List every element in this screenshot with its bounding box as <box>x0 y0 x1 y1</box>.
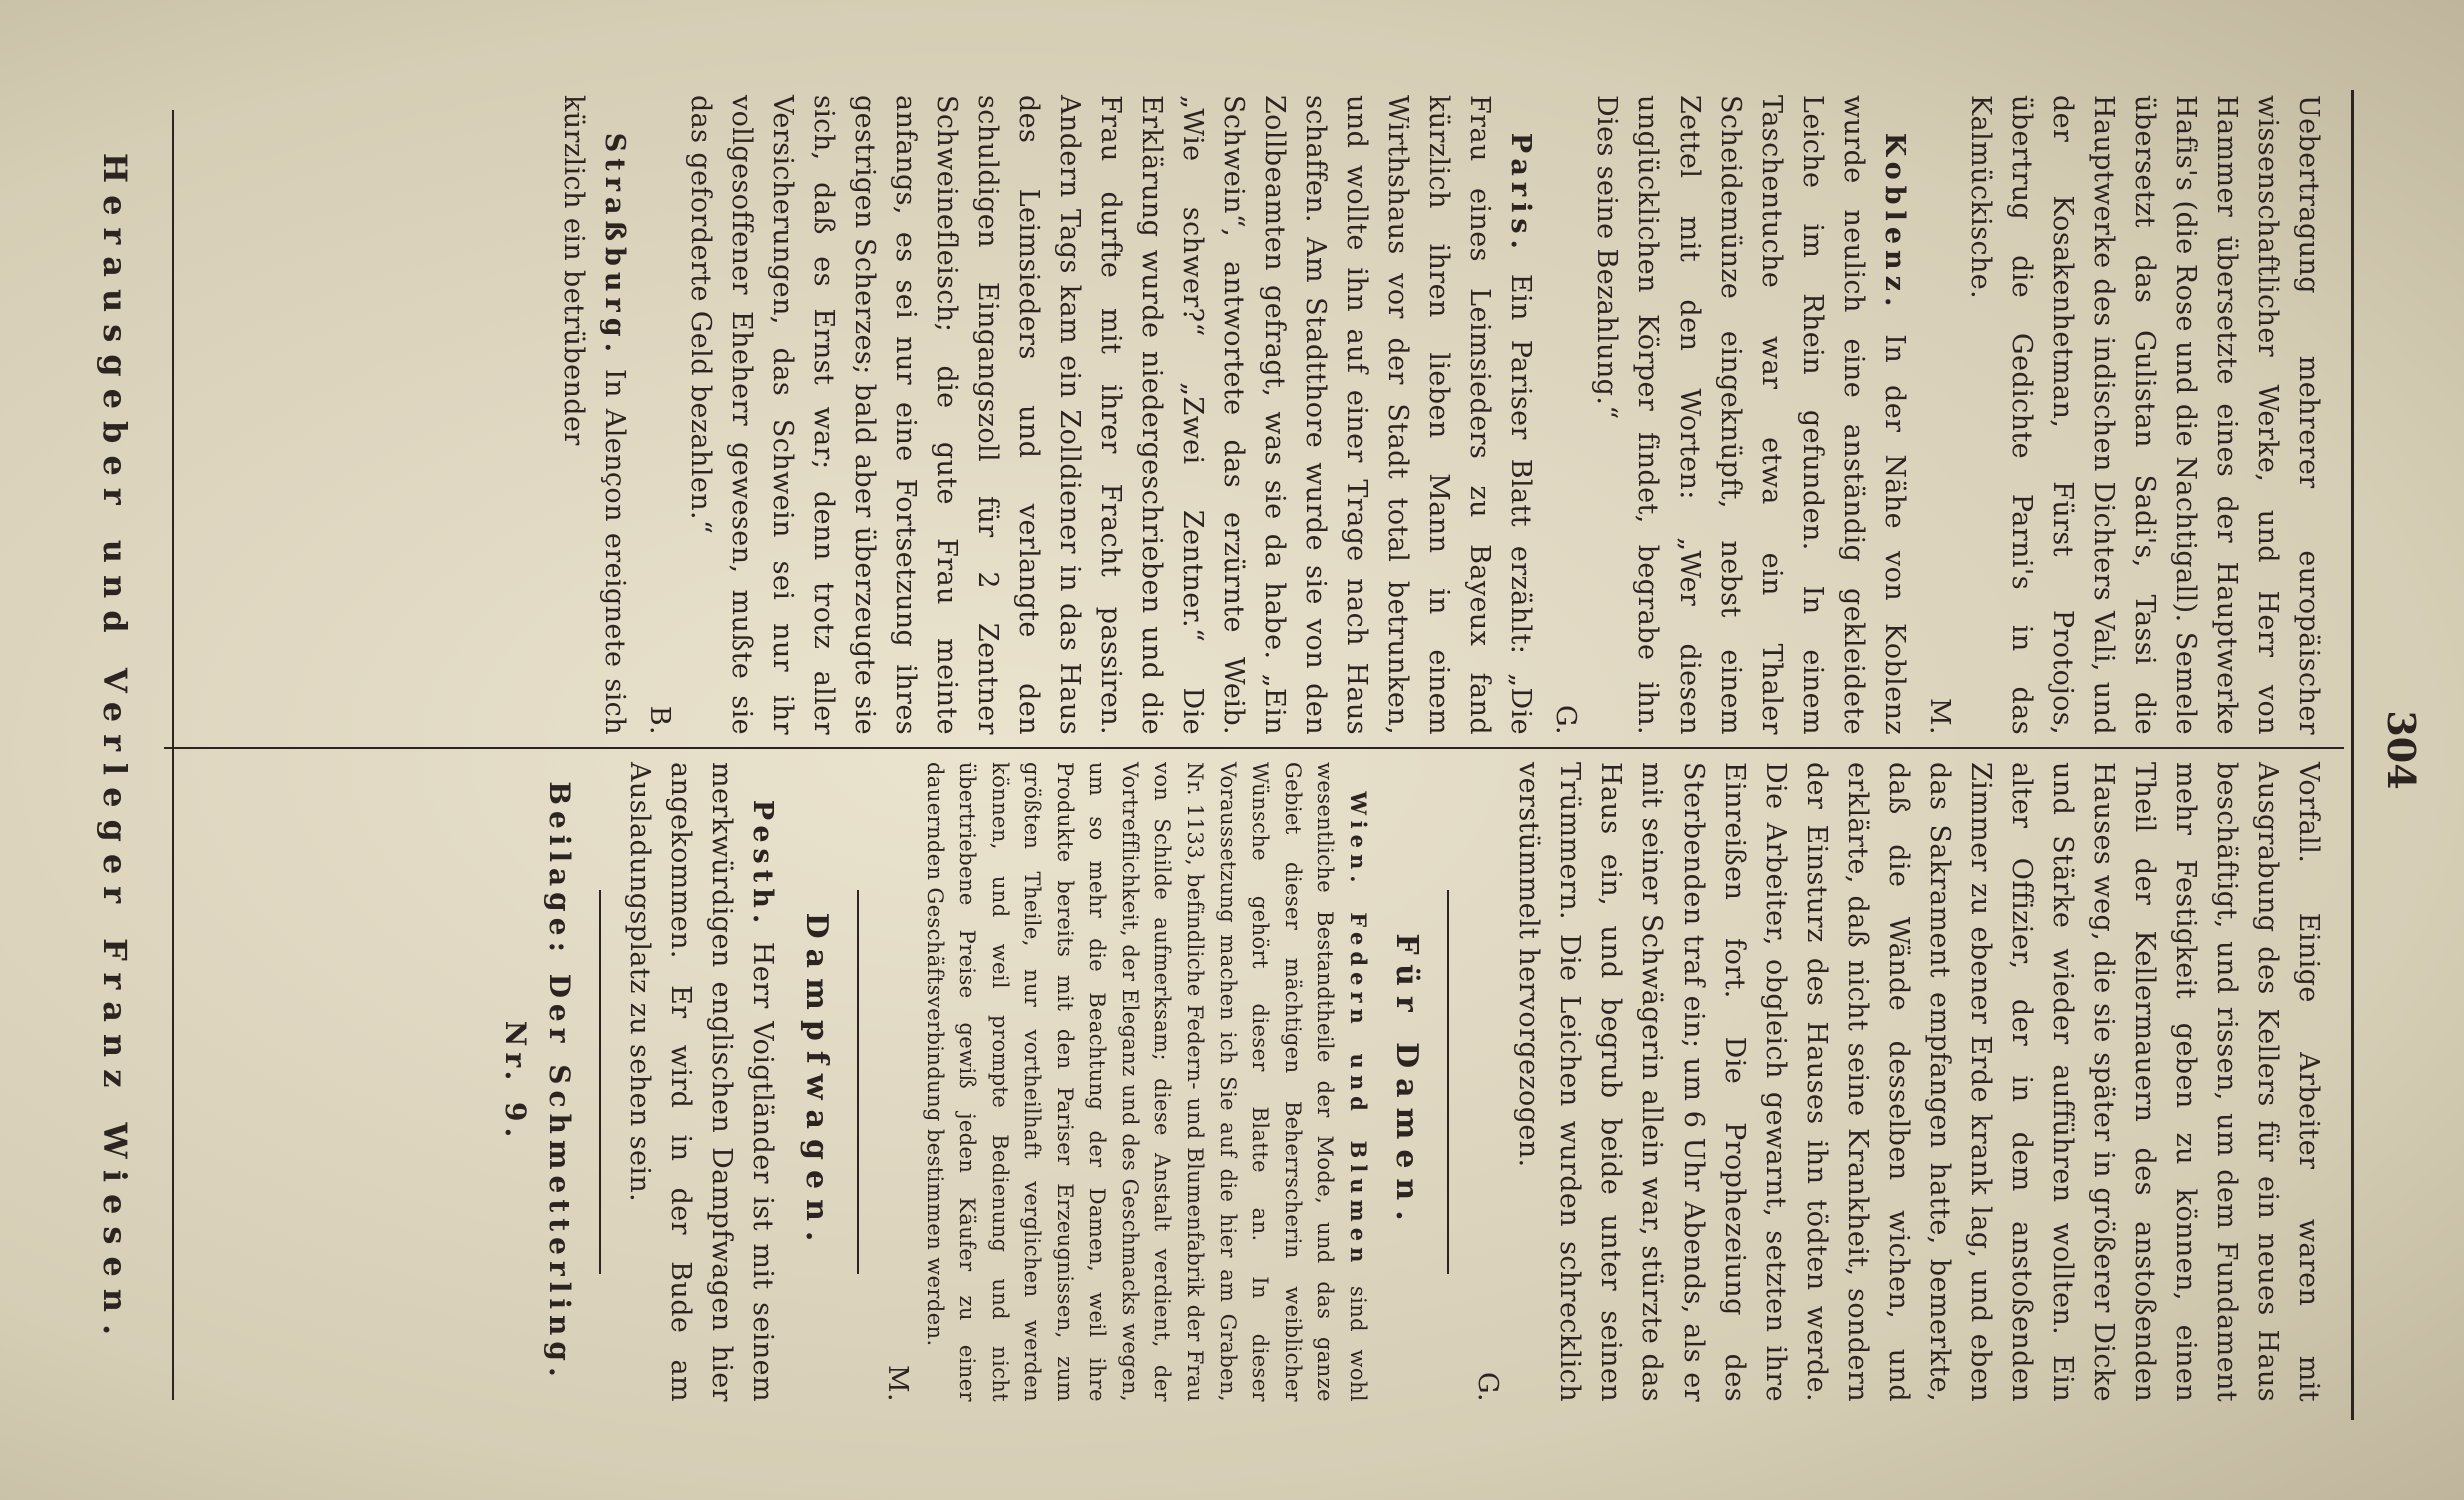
separator <box>1447 890 1449 1274</box>
article-wien <box>918 762 1374 1402</box>
section-heading: Für Damen. <box>1389 933 1425 1231</box>
bottom-rule <box>172 110 174 1400</box>
article-text: In Alençon ereignete sich kürzlich ein betrübender <box>557 95 630 735</box>
separator <box>599 890 601 1274</box>
article-text: Ein Pariser Blatt erzählt: „Die Frau eines Leimsieders zu Bayeux fand kürzlich ihren lieben Mann in einem Wirthshaus vor der Stadt total betrunken, und wollte ihn auf einer Trage nach Haus schaffen. Am Stadtthore wurde sie von den Zollbeamten gefragt, was sie da habe. „Ein Schwein“, antwortete das erzürnte Weib. „Wie schwer?“ „Zwei Zentner.“ Die Erklärung wurde niedergeschrieben und die Frau durfte mit ihrer Fracht passiren. Andern Tags kam ein Zolldiener in das Haus des Leimsieders und verlangte den schuldigen Eingangszoll für 2 Zentner Schweinefleisch; die gute Frau meinte anfangs, es sei nur eine Fortsetzung ihres gestrigen Scherzes; bald aber überzeugte sie sich, daß es Ernst war; denn trotz aller Versicherungen, das Schwein sei nur ihr vollgesoffener Eheherr gewesen, mußte sie das geforderte Geld bezahlen.“ <box>684 95 1537 736</box>
place-name: Pesth. <box>747 799 779 930</box>
supplement-note: Beilage: Der Schmetterling. Nr. 9. <box>498 781 577 1383</box>
right-column <box>492 762 2329 1402</box>
column-divider <box>164 747 2344 749</box>
article-pesth <box>619 762 783 1402</box>
signature: M. <box>882 1364 914 1402</box>
article-paris <box>680 95 1542 735</box>
separator <box>857 890 859 1274</box>
place-name: Straßburg. <box>598 132 630 359</box>
left-column <box>553 95 2329 735</box>
article-text: Vorfall. Einige Arbeiter waren mit Ausgrabung des Kellers für ein neues Haus beschäftigt, und rissen, um dem Fundament mehr Festigkeit geben zu können, einen Theil der Kellermauern des anstoßenden Hauses weg, die sie später in größerer Dicke und Stärke wieder aufführen wollten. Ein alter Offizier, der in dem anstoßenden Zimmer zu ebener Erde krank lag, und eben das Sakrament empfangen hatte, bemerkte, daß die Wände desselben wichen, und erklärte, daß nicht seine Krankheit, sondern der Einsturz des Hauses ihn tödten werde. Die Arbeiter, obgleich gewarnt, setzten ihre Einreißen fort. Die Prophezeiung des Sterbenden traf ein; um 6 Uhr Abends, als er mit seiner Schwägerin allein war, stürzte das Haus ein, und begrub beide unter seinen Trümmern. Die Leichen wurden schrecklich verstümmelt hervorgezogen. <box>1513 762 2324 1402</box>
article-strassburg <box>553 95 635 735</box>
article-text: sind wohl wesentliche Bestandtheile der Mode, und das ganze Gebiet dieser mächtigen Beherrscherin weiblicher Wünsche gehört dieser Blatte an. In dieser Voraussetzung machen ich Sie auf die hier am Graben, Nr. 1133, befindliche Federn- und Blumenfabrik der Frau von Schilde aufmerksam; diese Anstalt verdient, der Vortrefflichkeit, der Eleganz und des Geschmacks wegen, um so mehr die Beachtung der Damen, weil ihre Produkte bereits mit den Pariser Erzeugnissen, zum größten Theile, nur vortheilhaft verglichen werden können, und weil prompte Bedienung und nicht übertriebene Preise gewiß jeden Käufer zu einer dauernden Geschäftsverbindung bestimmen werden. <box>922 762 1370 1402</box>
top-rule <box>2351 90 2354 1420</box>
article-koblenz <box>1586 95 1914 735</box>
article-text: Uebertragung mehrerer europäischer wissenschaftlicher Werke, und Herr von Hammer übersetzte eines der Hauptwerke Hafis's (die Rose und die Nachtigall). Semele übersetzt das Gulistan Sadi's, Tassi die Hauptwerke des indischen Dichters Vali, und der Kosakenhetman, Fürst Protojos, übertrug die Gedichte Parni's in das Kalmückische. <box>1964 95 2324 735</box>
place-name: Koblenz. <box>1878 132 1910 313</box>
page-number: 304 <box>2379 710 2424 790</box>
article-text: Herr Voigtländer ist mit seinem merkwürdigen englischen Dampfwagen hier angekommen. Er wird in der Bude am Ausladungsplatz zu sehen sein. <box>624 762 779 1402</box>
place-name: Paris. <box>1505 132 1537 255</box>
signature: M. <box>1923 697 1955 735</box>
article-text: In der Nähe von Koblenz wurde neulich eine anständig gekleidete Leiche im Rhein gefunden. In einem Taschentuche war etwa ein Thaler Scheidemünze eingeknüpft, nebst einem Zettel mit den Worten: „Wer diesen unglücklichen Körper findet, begrabe ihn. Dies seine Bezahlung.“ <box>1591 95 1910 735</box>
publisher-footer: Herausgeber und Verleger Franz Wiesen. <box>96 152 134 1348</box>
signature: B. <box>643 705 675 735</box>
signature: G. <box>1550 705 1582 735</box>
place-name: Wien. Federn und Blumen <box>1345 791 1371 1269</box>
section-heading: Dampfwagen. <box>799 912 835 1252</box>
signature: G. <box>1472 1372 1504 1402</box>
